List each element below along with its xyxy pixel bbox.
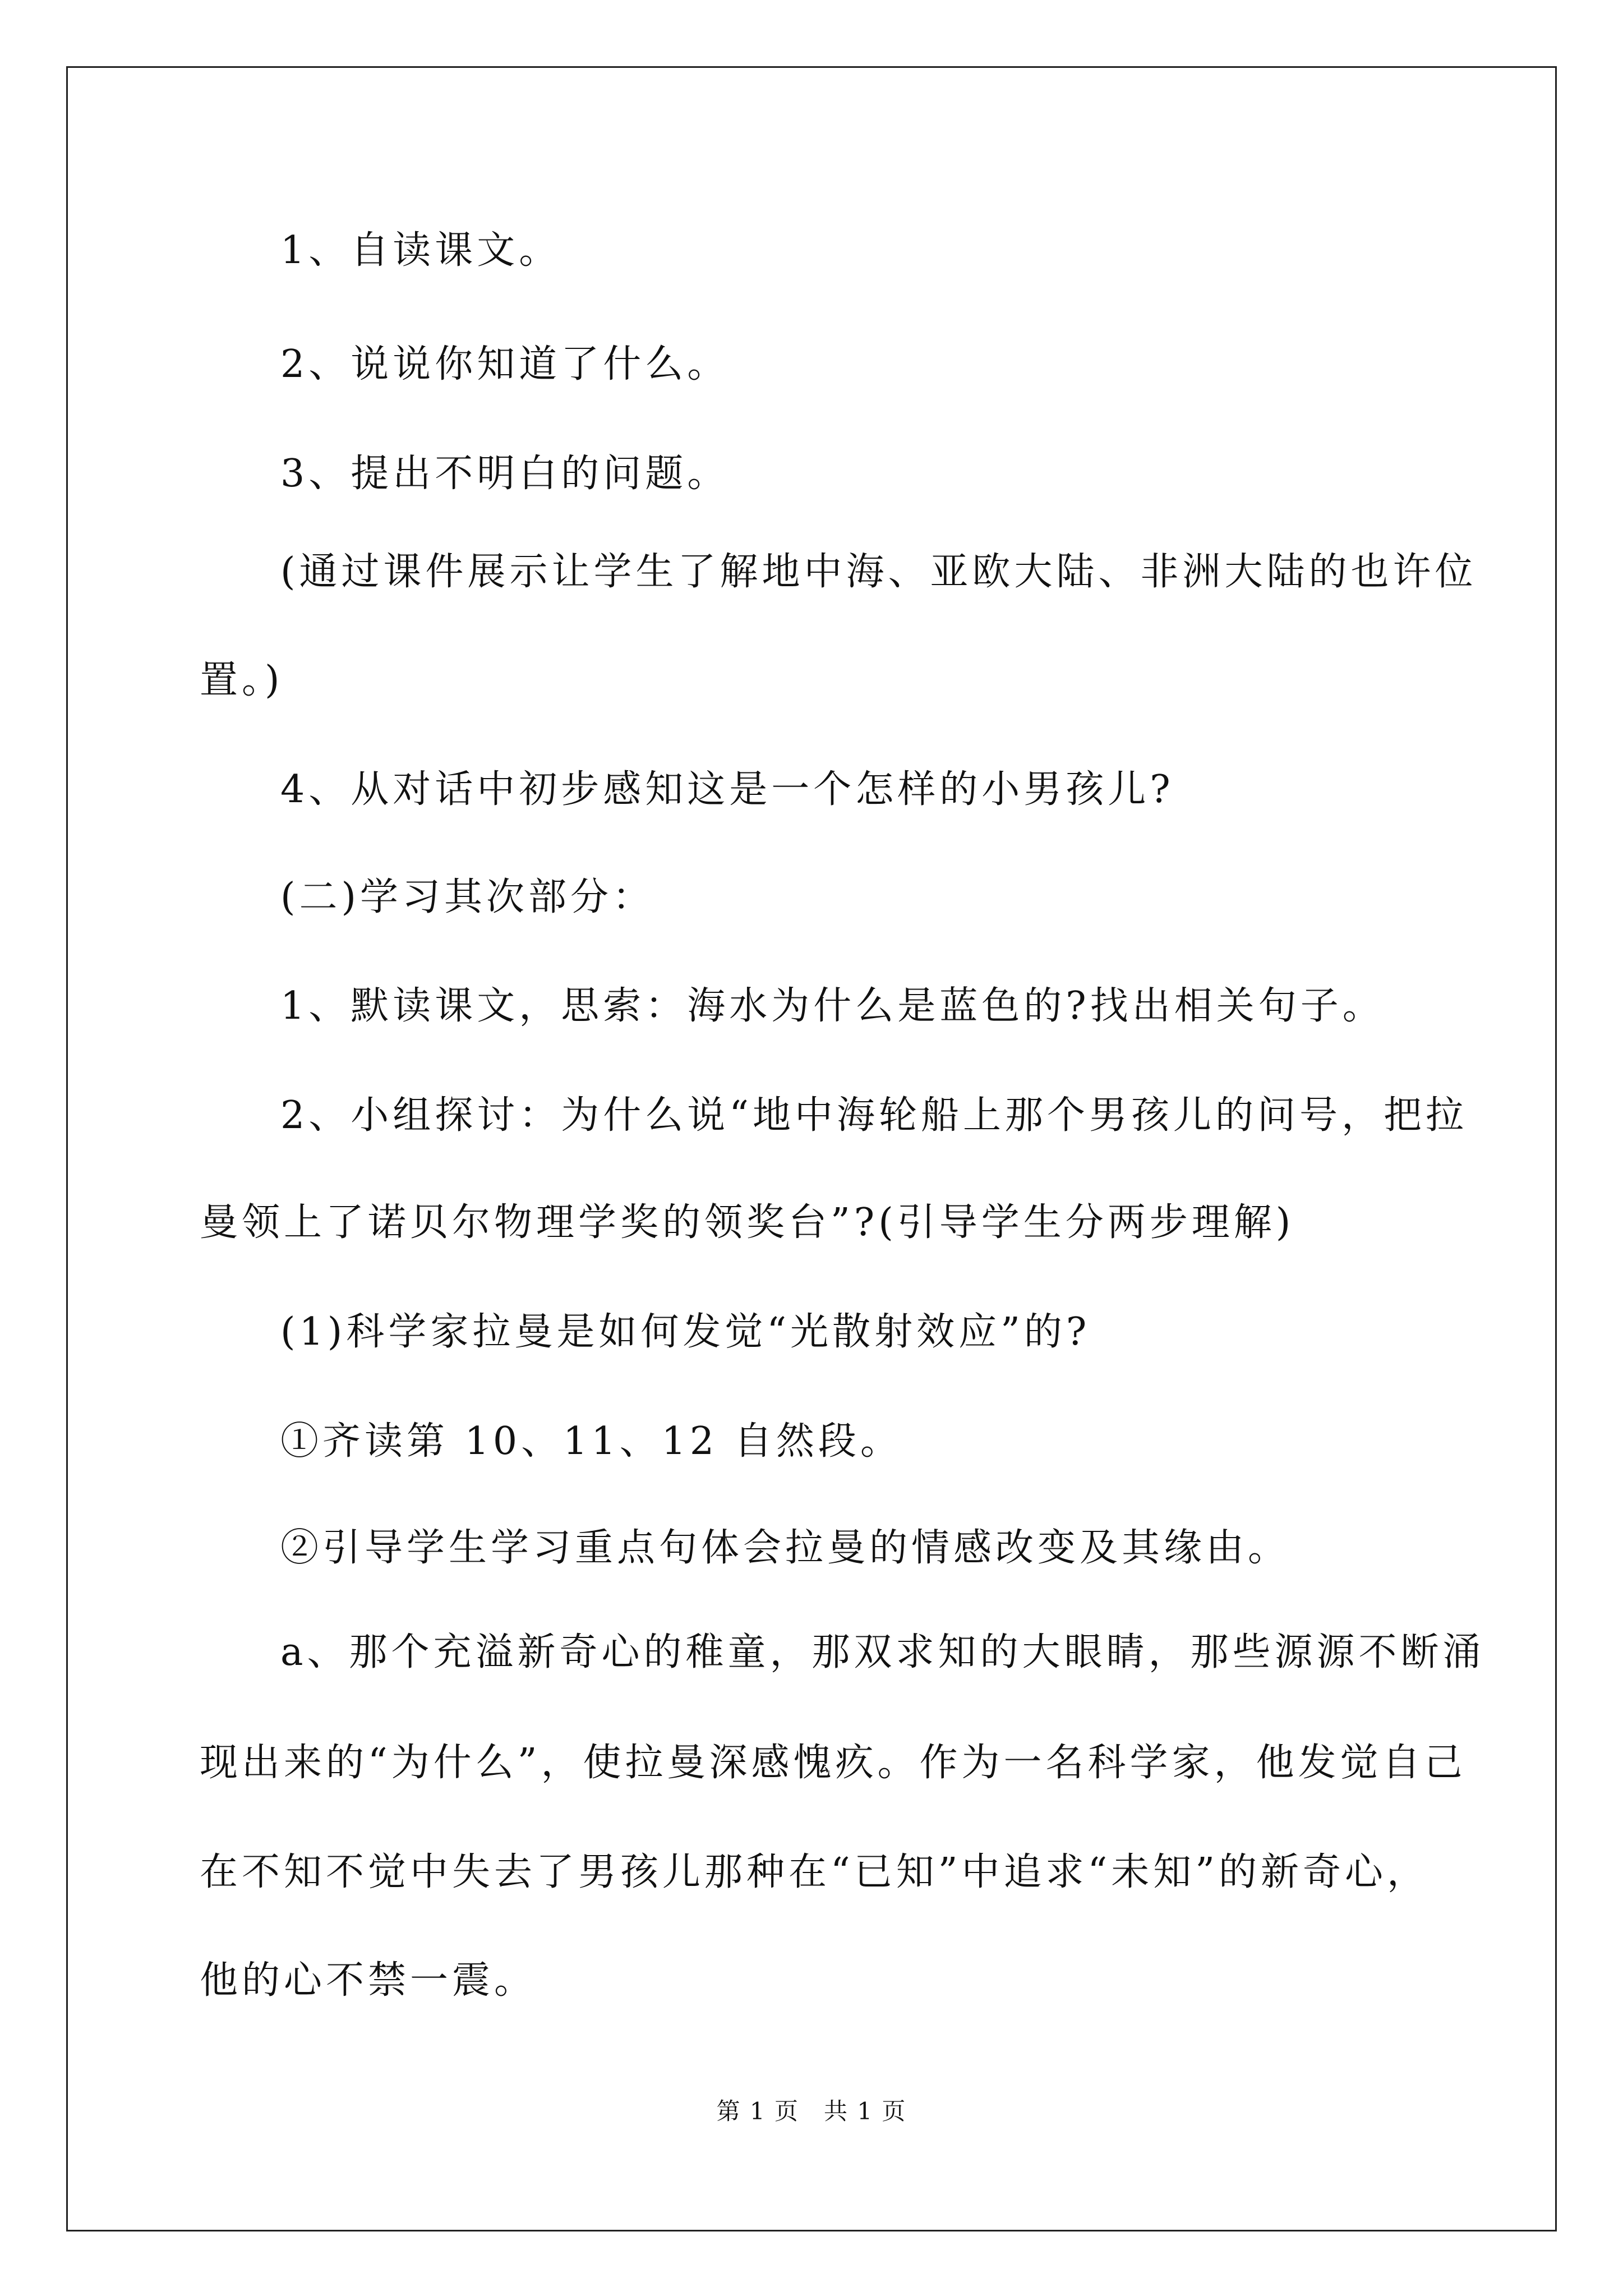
text-line: 1、默读课文，思索：海水为什么是蓝色的?找出相关句子。 (280, 984, 1385, 1028)
text-line: 他的心不禁一震。 (200, 1958, 537, 2003)
text-line: a、那个充溢新奇心的稚童，那双求知的大眼睛，那些源源不断涌 (280, 1630, 1485, 1674)
text-line: 4、从对话中初步感知这是一个怎样的小男孩儿? (280, 767, 1174, 812)
text-line: 1、自读课文。 (280, 228, 561, 273)
text-line: 现出来的“为什么”，使拉曼深感愧疚。作为一名科学家，他发觉自己 (200, 1741, 1467, 1785)
text-line: (二)学习其次部分： (280, 875, 655, 919)
page-footer: 第 1 页 共 1 页 (716, 2097, 907, 2125)
text-line: 3、提出不明白的问题。 (280, 452, 730, 496)
text-line: 在不知不觉中失去了男孩儿那种在“已知”中追求“未知”的新奇心， (200, 1850, 1430, 1894)
text-line: 曼领上了诺贝尔物理学奖的领奖台”?(引导学生分两步理解) (200, 1200, 1295, 1245)
text-line: (通过课件展示让学生了解地中海、亚欧大陆、非洲大陆的也许位 (280, 550, 1477, 594)
text-line: 置。) (200, 658, 284, 702)
text-line: ②引导学生学习重点句体会拉曼的情感改变及其缘由。 (280, 1526, 1290, 1570)
text-line: 2、说说你知道了什么。 (280, 342, 730, 386)
text-line: ①齐读第 10、11、12 自然段。 (280, 1419, 902, 1464)
text-line: 2、小组探讨：为什么说“地中海轮船上那个男孩儿的问号，把拉 (280, 1093, 1468, 1138)
text-line: (1)科学家拉曼是如何发觉“光散射效应”的? (280, 1310, 1091, 1354)
page-border (66, 66, 1557, 2231)
